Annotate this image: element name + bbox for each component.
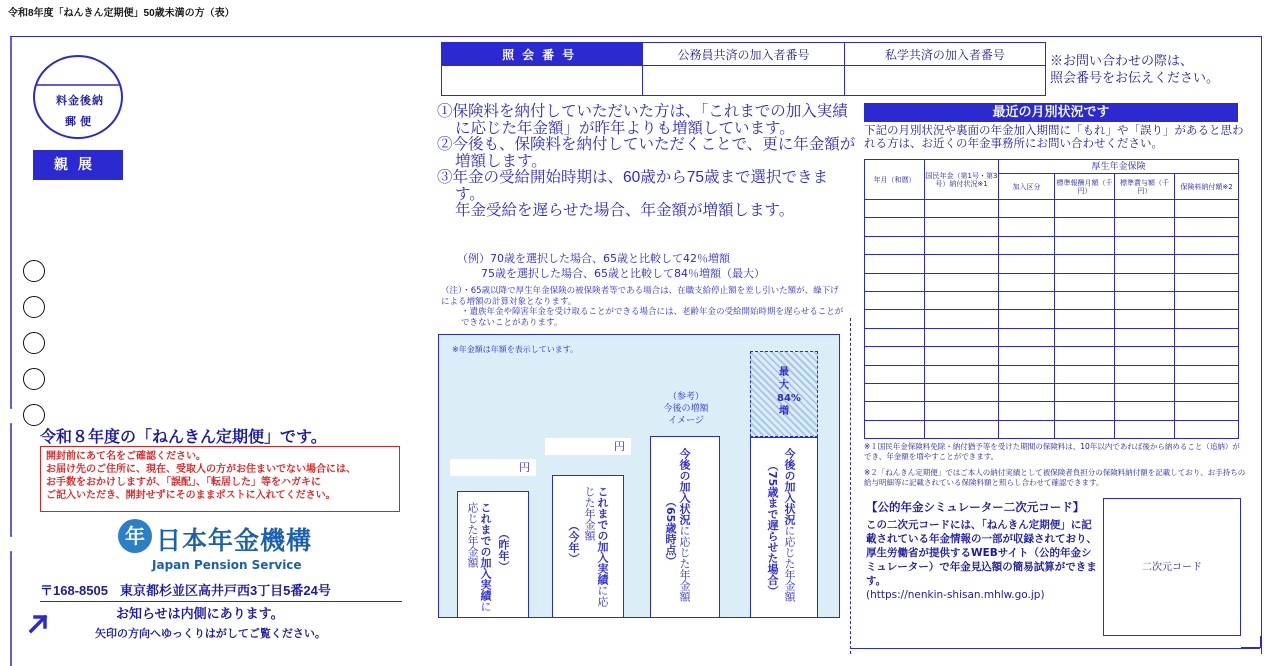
notice-title: 令和８年度の「ねんきん定期便」です。	[40, 429, 327, 446]
max-increase-label: 最大84%増	[777, 367, 801, 417]
col-national-pension: 国民年金（第1号・第3号）納付状況※1	[925, 160, 999, 200]
table-cell	[999, 420, 1055, 438]
table-row	[865, 236, 1239, 254]
binder-hole	[23, 368, 45, 390]
ref-header-public: 公務員共済の加入者番号	[643, 43, 844, 66]
table-cell	[1175, 255, 1239, 273]
table-cell	[865, 273, 925, 291]
bar-tag-this-year	[567, 520, 580, 564]
col-year-month: 年月（和暦）	[865, 160, 925, 200]
table-row	[865, 328, 1239, 346]
col-standard-monthly: 標準報酬月額（千円）	[1055, 174, 1115, 200]
table-cell	[1055, 200, 1115, 218]
organization-name-en: Japan Pension Service	[152, 558, 302, 572]
table-cell	[1115, 365, 1175, 383]
monthly-footnotes	[864, 442, 1246, 488]
bar-main: これまでの加入実績	[479, 502, 492, 601]
table-row	[865, 200, 1239, 218]
reference-label-line: イメージ	[668, 416, 704, 426]
table-cell	[925, 383, 999, 401]
bar-tag-last-year	[497, 528, 510, 572]
caution-note-2: ・遺族年金や障害年金を受け取ることができる場合には、老齢年金の受給開始時期を遅らせることができないことがあります。	[461, 307, 844, 328]
table-row	[865, 365, 1239, 383]
qr-code-box[interactable]: 二次元コード	[1103, 498, 1241, 636]
table-cell	[1055, 347, 1115, 365]
binder-hole	[23, 404, 45, 426]
table-cell	[925, 402, 999, 420]
bar-sub: に応じた年金額	[466, 502, 492, 612]
yen-unit: 円	[614, 440, 625, 453]
caution-note-1: （注）・65歳以降で厚生年金保険の被保険者等である場合は、在職支給停止額を差し引いた額が、繰下げによる増額の計算対象となります。	[441, 286, 839, 307]
peel-instruction: 矢印の方向へゆっくりはがしてご覧ください。	[95, 627, 326, 640]
col-standard-bonus: 標準賞与額（千円）	[1115, 174, 1175, 200]
table-cell	[1055, 255, 1115, 273]
table-cell	[865, 218, 925, 236]
qr-url[interactable]: (https://nenkin-shisan.mhlw.go.jp)	[866, 589, 1045, 601]
table-cell	[925, 218, 999, 236]
table-cell	[1115, 310, 1175, 328]
bar-label-last-year	[466, 502, 492, 614]
table-cell	[1115, 255, 1175, 273]
reference-label	[650, 391, 722, 427]
table-cell	[1175, 365, 1239, 383]
table-cell	[999, 236, 1055, 254]
bar-tag-future-75	[766, 460, 779, 600]
table-cell	[1175, 291, 1239, 309]
table-cell	[865, 291, 925, 309]
bottom-border	[850, 648, 1260, 649]
main-explanation	[437, 104, 857, 220]
ref-header-private: 私学共済の加入者番号	[844, 43, 1045, 66]
table-row	[865, 218, 1239, 236]
chart-note: ※年金額は年額を表示しています。	[452, 345, 579, 354]
caution-note	[441, 286, 846, 328]
table-row	[865, 310, 1239, 328]
col-enrollment-type: 加入区分	[999, 174, 1055, 200]
table-cell	[1175, 328, 1239, 346]
bar-tag: （65歳時点）	[664, 496, 677, 567]
example-line-2: 75歳を選択した場合、65歳と比較して84％増額（最大）	[481, 267, 765, 280]
notice-line: 開封前にあて名をご確認ください。	[46, 451, 206, 462]
notice-line: ご記入いただき、開封せずにそのままポストに入れてください。	[46, 490, 336, 501]
bar-tag: （昨年）	[497, 528, 510, 572]
table-row	[865, 273, 1239, 291]
table-cell	[1175, 218, 1239, 236]
footnote-1: ※１国民年金保険料免除・納付猶予等を受けた期間の保険料は、10年以内であれば後から納めること（追納）ができ、年金額を増やすことができます。	[864, 442, 1240, 461]
table-cell	[1115, 328, 1175, 346]
table-cell	[925, 291, 999, 309]
table-cell	[999, 383, 1055, 401]
table-cell	[1055, 365, 1115, 383]
table-cell	[925, 310, 999, 328]
table-cell	[1055, 236, 1115, 254]
qr-description	[866, 518, 1100, 602]
notice-line: お手数をおかけしますが、「誤配」、「転居した」等をハガキに	[46, 477, 321, 488]
table-cell	[865, 420, 925, 438]
table-cell	[1175, 420, 1239, 438]
inquiry-note	[1050, 52, 1219, 86]
reference-number-table	[441, 42, 1046, 96]
table-row	[865, 402, 1239, 420]
yen-unit: 円	[519, 461, 530, 474]
bar-tag-future-65	[664, 496, 677, 566]
table-cell	[865, 365, 925, 383]
bar-label-future-65	[678, 448, 691, 614]
table-row	[865, 291, 1239, 309]
table-cell	[1055, 420, 1115, 438]
table-cell	[865, 383, 925, 401]
table-cell	[999, 347, 1055, 365]
col-group-employee-pension: 厚生年金保険	[999, 160, 1239, 174]
ref-header-main: 照会番号	[442, 43, 643, 66]
table-cell	[999, 328, 1055, 346]
table-cell	[1115, 383, 1175, 401]
table-cell	[1055, 383, 1115, 401]
explanation-item-3: ③年金の受給開始時期は、60歳から75歳まで選択できます。	[437, 169, 828, 203]
table-cell	[865, 402, 925, 420]
table-cell	[925, 365, 999, 383]
table-cell	[999, 402, 1055, 420]
qr-description-text: この二次元コードには、「ねんきん定期便」に記載されている年金情報の一部が収録されており、厚生労働省が提供するWEBサイト（公的年金シミュレーター）で年金見込額の簡易試算ができます。	[866, 519, 1097, 587]
inquiry-note-line: 照会番号をお伝えください。	[1050, 70, 1220, 85]
bar-tag: （75歳まで遅らせた場合）	[766, 460, 779, 597]
binder-hole	[23, 296, 45, 318]
table-cell	[1175, 200, 1239, 218]
postage-line2: 郵便	[65, 115, 95, 128]
table-cell	[1115, 347, 1175, 365]
corner-border	[1241, 636, 1261, 648]
table-cell	[925, 236, 999, 254]
table-cell	[865, 236, 925, 254]
deferral-example	[457, 251, 765, 281]
table-cell	[865, 255, 925, 273]
table-row	[865, 347, 1239, 365]
peel-arrow-icon[interactable]	[27, 611, 51, 635]
table-cell	[999, 273, 1055, 291]
table-cell	[1175, 273, 1239, 291]
bar-label-future-75	[783, 448, 796, 614]
bar-tag: （今年）	[567, 520, 580, 564]
table-cell	[925, 200, 999, 218]
binder-hole	[23, 332, 45, 354]
table-cell	[1055, 273, 1115, 291]
fold-line	[850, 318, 851, 654]
bar-main: これまでの加入実績	[596, 486, 609, 585]
organization-name-jp: 日本年金機構	[156, 527, 313, 555]
ref-value-private	[844, 66, 1045, 96]
explanation-item-3-extra: 年金受給を遅らせた場合、年金額が増額します。	[455, 202, 795, 219]
table-cell	[1115, 218, 1175, 236]
monthly-status-title: 最近の月別状況です	[864, 103, 1238, 122]
address-line: 東京都杉並区高井戸西3丁目5番24号	[119, 583, 331, 598]
table-cell	[1115, 420, 1175, 438]
bar-sub: に応じた年金額	[678, 525, 691, 602]
col-premium-paid: 保険料納付額※2	[1175, 174, 1239, 200]
perforated-edge	[0, 36, 12, 666]
qr-title: 【公的年金シミュレーター二次元コード】	[866, 500, 1085, 514]
reference-label-line: 今後の増額	[663, 404, 709, 414]
table-cell	[1055, 328, 1115, 346]
table-cell	[1055, 402, 1115, 420]
table-cell	[925, 420, 999, 438]
bar-main: 今後の加入状況	[678, 448, 691, 525]
table-cell	[999, 310, 1055, 328]
bar-main: 今後の加入状況	[783, 448, 796, 525]
document-title: 令和8年度「ねんきん定期便」50歳未満の方（表）	[8, 8, 235, 19]
bar-sub: に応じた年金額	[783, 525, 796, 602]
bar-sub: に応じた年金額	[583, 486, 609, 607]
inquiry-note-line: ※お問い合わせの際は、	[1050, 53, 1194, 68]
table-cell	[1175, 236, 1239, 254]
bar-label-this-year	[583, 486, 609, 614]
confidential-label: 親展	[33, 150, 123, 180]
table-cell	[999, 200, 1055, 218]
table-cell	[865, 347, 925, 365]
example-line-1: （例）70歳を選択した場合、65歳と比較して42％増額	[457, 252, 730, 265]
table-cell	[1175, 383, 1239, 401]
monthly-status-description: 下記の月別状況や裏面の年金加入期間に「もれ」や「誤り」があると思われる方は、お近くの年金事務所にお問い合わせください。	[864, 125, 1244, 150]
return-address	[40, 580, 402, 602]
this-year-amount-box	[545, 438, 631, 455]
table-cell	[1115, 200, 1175, 218]
table-cell	[1055, 310, 1115, 328]
table-cell	[999, 365, 1055, 383]
table-cell	[1055, 291, 1115, 309]
table-cell	[1175, 402, 1239, 420]
monthly-status-table	[864, 159, 1239, 439]
postage-line1: 料金後納	[56, 94, 104, 107]
table-cell	[1115, 273, 1175, 291]
ref-value-main	[442, 66, 643, 96]
delivery-notice-box	[40, 446, 400, 512]
table-cell	[1115, 291, 1175, 309]
table-cell	[925, 255, 999, 273]
last-year-amount-box	[450, 459, 536, 476]
inside-notice: お知らせは内側にあります。	[116, 607, 284, 622]
table-cell	[1175, 310, 1239, 328]
ref-value-public	[643, 66, 844, 96]
explanation-item-1: ①保険料を納付していただいた方は、「これまでの加入実績に応じた年金額」が昨年よりも増額しています。	[437, 103, 848, 137]
table-cell	[999, 218, 1055, 236]
table-cell	[865, 200, 925, 218]
table-cell	[925, 347, 999, 365]
table-cell	[999, 291, 1055, 309]
table-cell	[925, 328, 999, 346]
table-cell	[1115, 236, 1175, 254]
postal-code: 〒168-8505	[40, 583, 108, 598]
table-row	[865, 255, 1239, 273]
table-cell	[1115, 402, 1175, 420]
table-cell	[865, 310, 925, 328]
footnote-2: ※２「ねんきん定期便」ではご本人の納付実績として被保険者負担分の保険料納付額を記載しており、お手持ちの給与明細等に記載されている保険料額と照らし合わせて確認できます。	[864, 468, 1246, 487]
table-cell	[1175, 347, 1239, 365]
table-row	[865, 420, 1239, 438]
reference-label-line: （参考）	[667, 392, 704, 402]
explanation-item-2: ②今後も、保険料を納付していただくことで、更に年金額が増額します。	[437, 136, 856, 170]
binder-hole	[23, 260, 45, 282]
table-cell	[865, 328, 925, 346]
table-row	[865, 383, 1239, 401]
table-cell	[999, 255, 1055, 273]
table-cell	[925, 273, 999, 291]
table-cell	[1055, 218, 1115, 236]
notice-line: お届け先のご住所に、現在、受取人の方がお住まいでない場合には、	[46, 464, 356, 475]
pension-logo-icon: 年	[118, 519, 152, 553]
